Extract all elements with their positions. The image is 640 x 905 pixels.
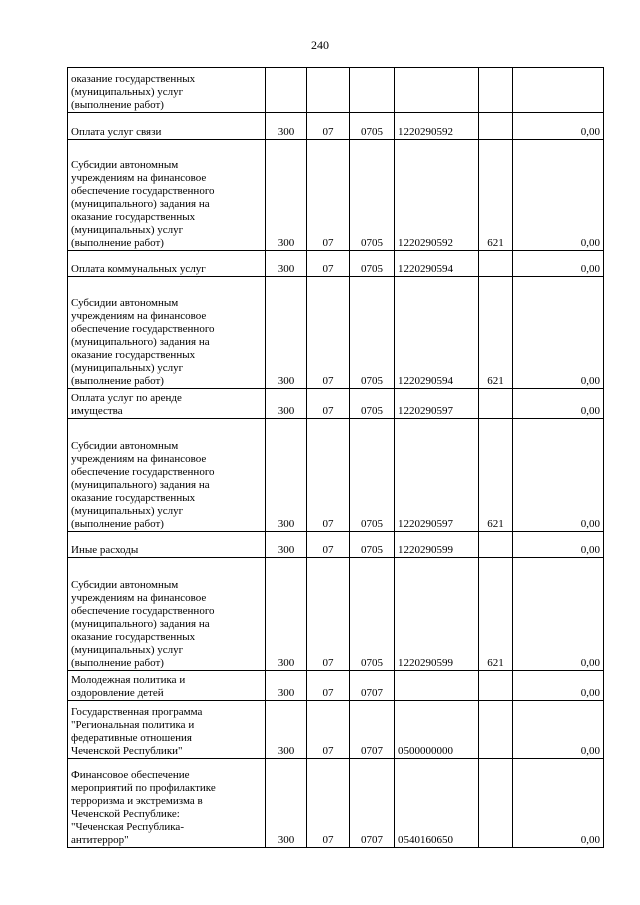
expense-type-cell bbox=[479, 251, 513, 277]
subsection-code-cell: 0705 bbox=[350, 419, 395, 532]
amount-cell: 0,00 bbox=[513, 701, 604, 759]
expense-type-cell: 621 bbox=[479, 140, 513, 251]
grbs-code-cell: 300 bbox=[266, 277, 307, 389]
section-code-cell: 07 bbox=[307, 532, 350, 558]
table-row bbox=[68, 251, 604, 277]
amount-cell: 0,00 bbox=[513, 389, 604, 419]
target-article-cell: 1220290594 bbox=[395, 251, 479, 277]
target-article-cell bbox=[395, 68, 479, 113]
table-row bbox=[68, 759, 604, 848]
section-code-cell bbox=[307, 68, 350, 113]
grbs-code-cell bbox=[266, 68, 307, 113]
subsection-code-cell: 0705 bbox=[350, 558, 395, 671]
amount-cell bbox=[513, 68, 604, 113]
section-code-cell: 07 bbox=[307, 140, 350, 251]
description-cell: Оплата коммунальных услуг bbox=[68, 251, 266, 277]
expense-type-cell: 621 bbox=[479, 419, 513, 532]
target-article-cell bbox=[395, 671, 479, 701]
expense-type-cell bbox=[479, 389, 513, 419]
expense-type-cell: 621 bbox=[479, 277, 513, 389]
amount-cell: 0,00 bbox=[513, 671, 604, 701]
description-cell: оказание государственных (муниципальных) услуг (выполнение работ) bbox=[68, 68, 266, 113]
grbs-code-cell: 300 bbox=[266, 140, 307, 251]
amount-cell: 0,00 bbox=[513, 277, 604, 389]
amount-cell: 0,00 bbox=[513, 113, 604, 140]
target-article-cell: 1220290597 bbox=[395, 419, 479, 532]
section-code-cell: 07 bbox=[307, 251, 350, 277]
table-row bbox=[68, 671, 604, 701]
description-cell: Субсидии автономным учреждениям на финансовое обеспечение государственного (муниципального) задания на оказание государственных (муниципальных) услуг (выполнение работ) bbox=[68, 419, 266, 532]
description-cell: Субсидии автономным учреждениям на финансовое обеспечение государственного (муниципального) задания на оказание государственных (муниципальных) услуг (выполнение работ) bbox=[68, 558, 266, 671]
section-code-cell: 07 bbox=[307, 759, 350, 848]
target-article-cell: 1220290597 bbox=[395, 389, 479, 419]
budget-table bbox=[67, 67, 604, 848]
section-code-cell: 07 bbox=[307, 419, 350, 532]
table-row bbox=[68, 140, 604, 251]
description-cell: Финансовое обеспечение мероприятий по профилактике терроризма и экстремизма в Чеченской Республике: "Чеченская Республика- антитеррор" bbox=[68, 759, 266, 848]
subsection-code-cell: 0705 bbox=[350, 140, 395, 251]
section-code-cell: 07 bbox=[307, 277, 350, 389]
subsection-code-cell: 0707 bbox=[350, 671, 395, 701]
expense-type-cell bbox=[479, 701, 513, 759]
grbs-code-cell: 300 bbox=[266, 701, 307, 759]
subsection-code-cell bbox=[350, 68, 395, 113]
expense-type-cell bbox=[479, 671, 513, 701]
section-code-cell: 07 bbox=[307, 113, 350, 140]
subsection-code-cell: 0705 bbox=[350, 389, 395, 419]
subsection-code-cell: 0705 bbox=[350, 251, 395, 277]
amount-cell: 0,00 bbox=[513, 140, 604, 251]
amount-cell: 0,00 bbox=[513, 558, 604, 671]
grbs-code-cell: 300 bbox=[266, 113, 307, 140]
expense-type-cell bbox=[479, 68, 513, 113]
subsection-code-cell: 0707 bbox=[350, 759, 395, 848]
expense-type-cell bbox=[479, 759, 513, 848]
amount-cell: 0,00 bbox=[513, 532, 604, 558]
budget-table-body bbox=[68, 68, 604, 848]
table-row bbox=[68, 701, 604, 759]
table-row bbox=[68, 113, 604, 140]
target-article-cell: 0500000000 bbox=[395, 701, 479, 759]
expense-type-cell bbox=[479, 113, 513, 140]
table-row bbox=[68, 419, 604, 532]
target-article-cell: 0540160650 bbox=[395, 759, 479, 848]
description-cell: Субсидии автономным учреждениям на финансовое обеспечение государственного (муниципального) задания на оказание государственных (муниципальных) услуг (выполнение работ) bbox=[68, 140, 266, 251]
target-article-cell: 1220290599 bbox=[395, 532, 479, 558]
amount-cell: 0,00 bbox=[513, 419, 604, 532]
subsection-code-cell: 0705 bbox=[350, 113, 395, 140]
subsection-code-cell: 0705 bbox=[350, 277, 395, 389]
description-cell: Оплата услуг связи bbox=[68, 113, 266, 140]
target-article-cell: 1220290599 bbox=[395, 558, 479, 671]
grbs-code-cell: 300 bbox=[266, 558, 307, 671]
table-row bbox=[68, 68, 604, 113]
grbs-code-cell: 300 bbox=[266, 759, 307, 848]
description-cell: Субсидии автономным учреждениям на финансовое обеспечение государственного (муниципального) задания на оказание государственных (муниципальных) услуг (выполнение работ) bbox=[68, 277, 266, 389]
subsection-code-cell: 0705 bbox=[350, 532, 395, 558]
description-cell: Иные расходы bbox=[68, 532, 266, 558]
section-code-cell: 07 bbox=[307, 558, 350, 671]
table-row bbox=[68, 532, 604, 558]
section-code-cell: 07 bbox=[307, 389, 350, 419]
target-article-cell: 1220290592 bbox=[395, 140, 479, 251]
expense-type-cell bbox=[479, 532, 513, 558]
grbs-code-cell: 300 bbox=[266, 389, 307, 419]
subsection-code-cell: 0707 bbox=[350, 701, 395, 759]
expense-type-cell: 621 bbox=[479, 558, 513, 671]
grbs-code-cell: 300 bbox=[266, 251, 307, 277]
table-row bbox=[68, 558, 604, 671]
amount-cell: 0,00 bbox=[513, 251, 604, 277]
grbs-code-cell: 300 bbox=[266, 671, 307, 701]
target-article-cell: 1220290592 bbox=[395, 113, 479, 140]
page-number: 240 bbox=[311, 38, 329, 52]
target-article-cell: 1220290594 bbox=[395, 277, 479, 389]
description-cell: Государственная программа "Региональная политика и федеративные отношения Чеченской Республики" bbox=[68, 701, 266, 759]
grbs-code-cell: 300 bbox=[266, 419, 307, 532]
amount-cell: 0,00 bbox=[513, 759, 604, 848]
table-row bbox=[68, 389, 604, 419]
grbs-code-cell: 300 bbox=[266, 532, 307, 558]
section-code-cell: 07 bbox=[307, 671, 350, 701]
table-row bbox=[68, 277, 604, 389]
section-code-cell: 07 bbox=[307, 701, 350, 759]
description-cell: Молодежная политика и оздоровление детей bbox=[68, 671, 266, 701]
description-cell: Оплата услуг по аренде имущества bbox=[68, 389, 266, 419]
